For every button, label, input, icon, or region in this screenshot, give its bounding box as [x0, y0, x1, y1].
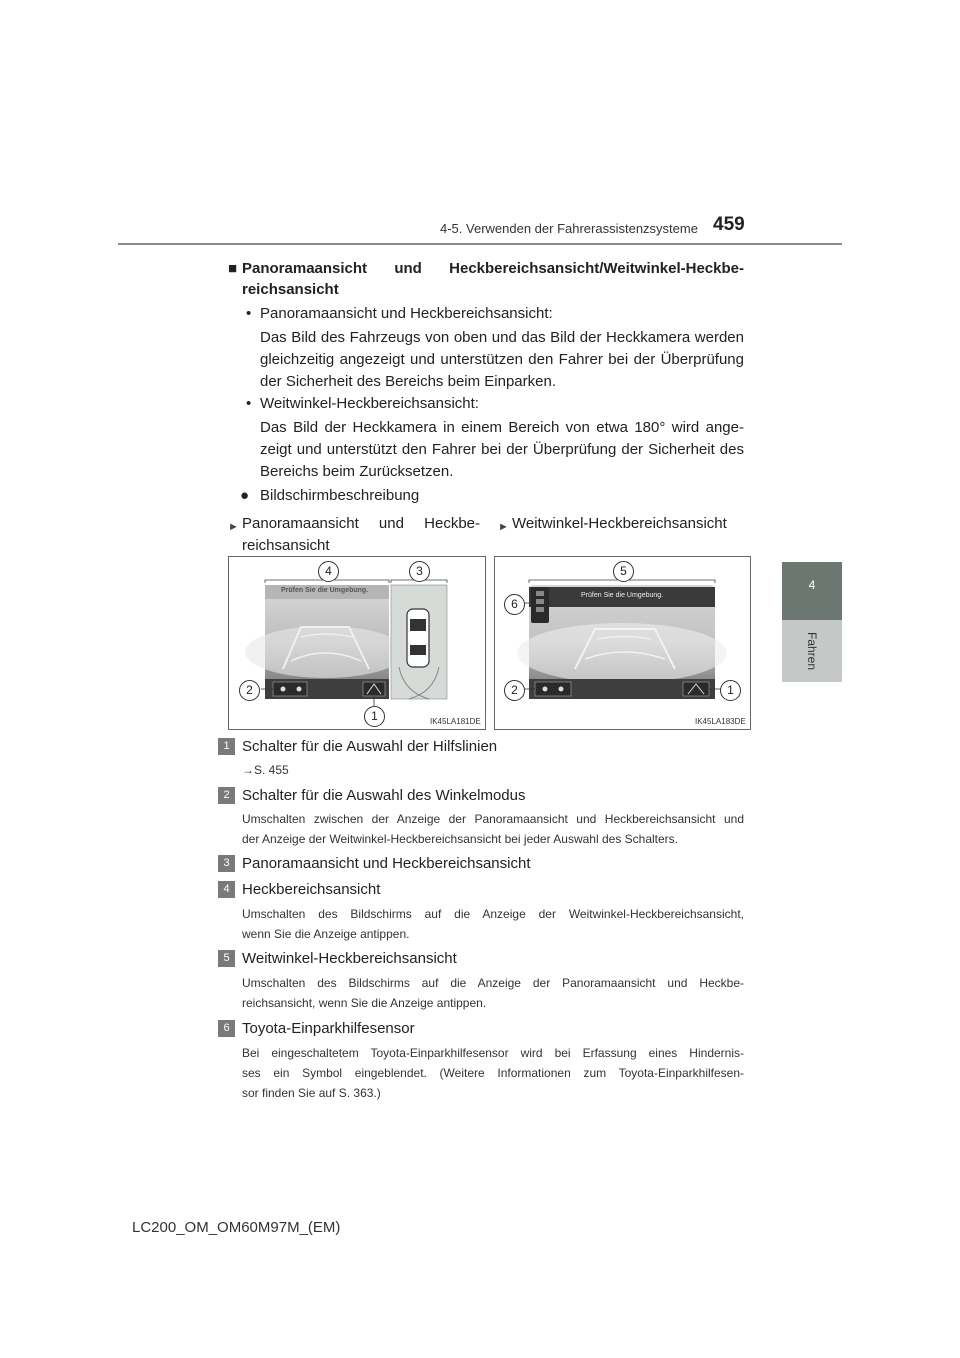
heading-line-2: reichsansicht: [242, 281, 339, 298]
figure-wide-angle-rear: [494, 556, 751, 730]
screen-illustrations: [228, 556, 750, 730]
subheading: Bildschirmbeschreibung: [260, 487, 420, 504]
screen-message: Prüfen Sie die Umgebung.: [581, 592, 664, 599]
item-description: der Anzeige der Weitwinkel-Heckbereichsansicht bei jeder Auswahl des Schalters.: [242, 832, 679, 846]
item-title: Heckbereichsansicht: [242, 881, 381, 898]
item-description: ses ein Symbol eingeblendet. (Weitere Informationen zum Toyota-Einparkhilfesen-: [242, 1066, 744, 1080]
callout-6: 6: [504, 594, 525, 615]
item-number-badge: 6: [218, 1020, 235, 1037]
wide-angle-rear-screen: [495, 557, 750, 729]
panorama-rear-screen: [229, 557, 485, 729]
section-title: 4-5. Verwenden der Fahrerassistenzsysteme: [440, 221, 698, 236]
callout-2: 2: [504, 680, 525, 701]
figure-panorama-rear: [228, 556, 486, 730]
triangle-icon: ►: [228, 521, 239, 533]
heading-line-1: Panoramaansicht und Heckbereichsansicht/Weitwinkel-Heckbe-: [242, 260, 744, 277]
item-description: Umschalten des Bildschirms auf die Anzeige der Panoramaansicht und Heckbe-: [242, 976, 744, 990]
bullet-marker: •: [246, 305, 252, 322]
bullet-title: Weitwinkel-Heckbereichsansicht:: [260, 395, 479, 412]
callout-3: 3: [409, 561, 430, 582]
figure-code: IK45LA183DE: [695, 717, 746, 726]
heading-marker: ■: [228, 260, 238, 277]
item-number-badge: 3: [218, 855, 235, 872]
screen-message: Prüfen Sie die Umgebung.: [281, 587, 369, 594]
item-description: wenn Sie die Anzeige antippen.: [242, 927, 410, 941]
chapter-label: Fahren: [805, 631, 819, 671]
model-code: LC200_OM_OM60M97M_(EM): [132, 1219, 341, 1236]
item-title: Weitwinkel-Heckbereichsansicht: [242, 950, 457, 967]
chapter-number: 4: [808, 578, 816, 592]
item-description: reichsansicht, wenn Sie die Anzeige antippen.: [242, 996, 487, 1010]
item-title: Panoramaansicht und Heckbereichsansicht: [242, 855, 531, 872]
bullet-text-line: gleichzeitig angezeigt und unterstützen den Fahrer bei der Überprüfung: [260, 351, 744, 368]
callout-5: 5: [613, 561, 634, 582]
figure-code: IK45LA181DE: [430, 717, 481, 726]
callout-2: 2: [239, 680, 260, 701]
figure-label-left-line-2: reichsansicht: [242, 537, 330, 554]
item-number-badge: 2: [218, 787, 235, 804]
header-rule: [118, 243, 842, 245]
figure-label-left: Panoramaansicht und Heckbe-: [242, 515, 480, 532]
bullet-text-line: Das Bild des Fahrzeugs von oben und das Bild der Heckkamera werden: [260, 329, 744, 346]
item-description: Umschalten zwischen der Anzeige der Panoramaansicht und Heckbereichsansicht und: [242, 812, 744, 826]
bullet-marker: •: [246, 395, 252, 412]
item-title: Schalter für die Auswahl des Winkelmodus: [242, 787, 526, 804]
item-title: Schalter für die Auswahl der Hilfslinien: [242, 738, 498, 755]
item-description: →S. 455: [242, 763, 289, 777]
bullet-text-line: zeigt und unterstützt den Fahrer bei der Überprüfung der Sicherheit des: [260, 441, 744, 458]
item-number-badge: 4: [218, 881, 235, 898]
item-number-badge: 5: [218, 950, 235, 967]
callout-1: 1: [364, 706, 385, 727]
item-description: Umschalten des Bildschirms auf die Anzeige der Weitwinkel-Heckbereichsansicht,: [242, 907, 744, 921]
triangle-icon: ►: [498, 521, 509, 533]
item-title: Toyota-Einparkhilfesensor: [242, 1020, 415, 1037]
item-description: Bei eingeschaltetem Toyota-Einparkhilfesensor wird bei Erfassung eines Hindernis-: [242, 1046, 744, 1060]
item-description: sor finden Sie auf S. 363.): [242, 1086, 381, 1100]
item-number-badge: 1: [218, 738, 235, 755]
bullet-text-line: Bereichs beim Zurücksetzen.: [260, 463, 454, 480]
subheading-marker: ●: [240, 487, 250, 504]
callout-1: 1: [720, 680, 741, 701]
figure-label-right: Weitwinkel-Heckbereichsansicht: [512, 515, 727, 532]
bullet-text-line: der Sicherheit des Bereichs beim Einparken.: [260, 373, 556, 390]
bullet-text-line: Das Bild der Heckkamera in einem Bereich von etwa 180° wird ange-: [260, 419, 744, 436]
bullet-title: Panoramaansicht und Heckbereichsansicht:: [260, 305, 553, 322]
callout-4: 4: [318, 561, 339, 582]
page-number: 459: [713, 214, 745, 235]
